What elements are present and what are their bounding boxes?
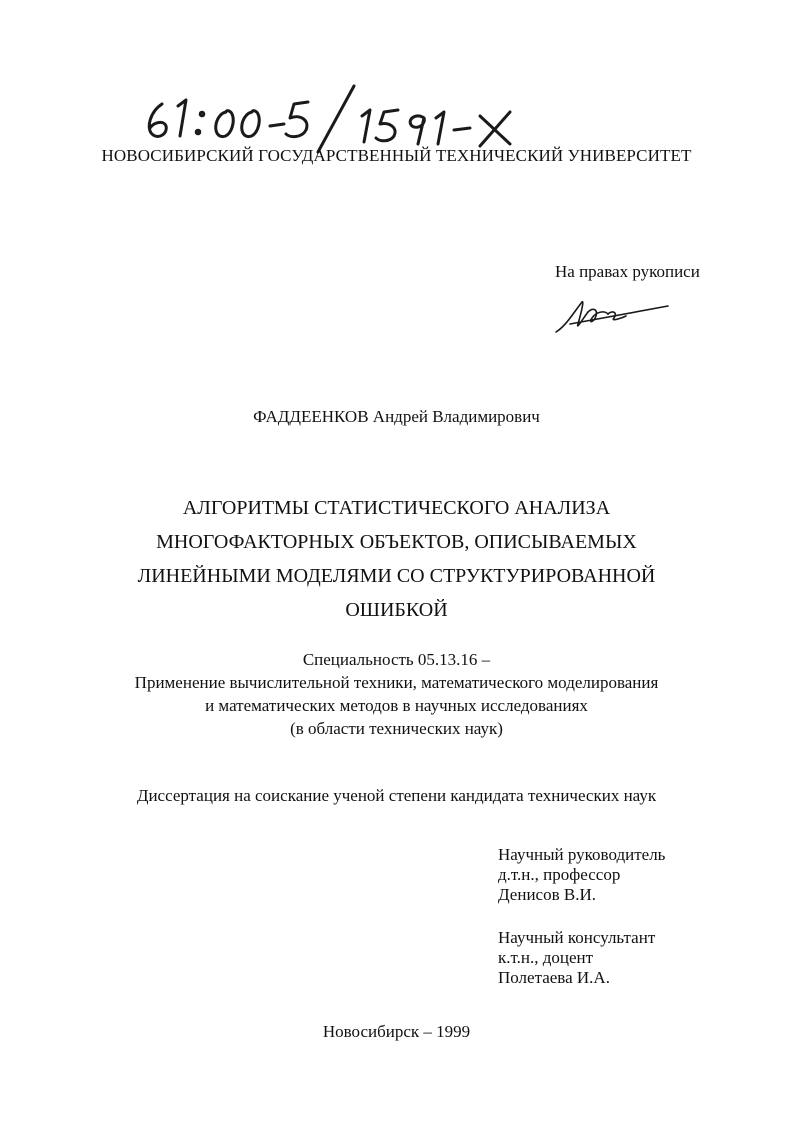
supervisor-role: Научный руководитель <box>498 845 666 864</box>
specialty-line: Специальность 05.13.16 – <box>302 650 491 669</box>
consultant-block <box>498 928 655 988</box>
handwritten-code <box>140 82 540 154</box>
signature <box>552 290 672 338</box>
city-year: Новосибирск – 1999 <box>322 1022 471 1041</box>
specialty-line: Применение вычислительной техники, математического моделирования <box>134 673 659 692</box>
specialty-line: и математических методов в научных исследованиях <box>205 696 588 715</box>
specialty-block <box>0 648 793 740</box>
consultant-role: Научный консультант <box>498 928 656 947</box>
supervisor-block <box>498 845 665 905</box>
manuscript-rights-note: На правах рукописи <box>555 262 700 281</box>
dissertation-title <box>0 491 793 627</box>
signature-strokes <box>552 290 672 338</box>
degree-statement: Диссертация на соискание ученой степени кандидата технических наук <box>136 786 657 805</box>
university-name: НОВОСИБИРСКИЙ ГОСУДАРСТВЕННЫЙ ТЕХНИЧЕСКИЙ УНИВЕРСИТЕТ <box>101 146 692 165</box>
title-line: МНОГОФАКТОРНЫХ ОБЪЕКТОВ, ОПИСЫВАЕМЫХ <box>156 531 637 553</box>
title-line: АЛГОРИТМЫ СТАТИСТИЧЕСКОГО АНАЛИЗА <box>182 497 611 519</box>
supervisor-degree: д.т.н., профессор <box>498 865 621 884</box>
specialty-line: (в области технических наук) <box>290 719 503 738</box>
consultant-degree: к.т.н., доцент <box>498 948 594 967</box>
title-line: ОШИБКОЙ <box>345 599 448 621</box>
consultant-name: Полетаева И.А. <box>498 968 610 987</box>
author-name: ФАДДЕЕНКОВ Андрей Владимирович <box>253 407 540 426</box>
supervisor-name: Денисов В.И. <box>498 885 596 904</box>
title-line: ЛИНЕЙНЫМИ МОДЕЛЯМИ СО СТРУКТУРИРОВАННОЙ <box>137 565 656 587</box>
handwritten-code-strokes <box>140 82 540 154</box>
